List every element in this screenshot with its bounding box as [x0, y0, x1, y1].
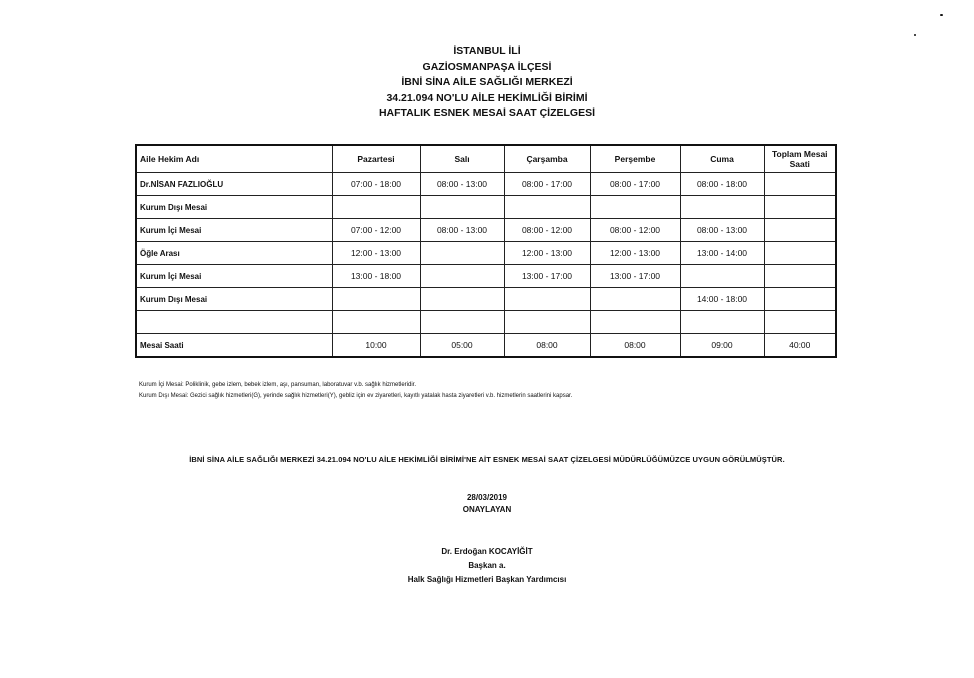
table-row	[136, 334, 836, 358]
table-cell: 07:00 - 12:00	[332, 219, 420, 242]
table-cell: 08:00 - 13:00	[420, 173, 504, 196]
table-cell: 08:00 - 17:00	[590, 173, 680, 196]
table-row	[136, 242, 836, 265]
table-cell	[332, 196, 420, 219]
column-header: Perşembe	[590, 145, 680, 173]
row-label: Kurum Dışı Mesai	[136, 196, 332, 219]
table-cell	[590, 196, 680, 219]
table-cell: 08:00 - 13:00	[680, 219, 764, 242]
table-row	[136, 196, 836, 219]
table-cell	[764, 265, 836, 288]
table-cell	[420, 196, 504, 219]
table-cell	[590, 288, 680, 311]
table-cell	[764, 288, 836, 311]
scan-speck	[914, 34, 916, 36]
table-cell: 12:00 - 13:00	[332, 242, 420, 265]
row-label: Dr.NİSAN FAZLIOĞLU	[136, 173, 332, 196]
table-cell: 05:00	[420, 334, 504, 358]
approval-date: 28/03/2019	[466, 493, 508, 502]
table-cell	[504, 311, 590, 334]
approver-label: ONAYLAYAN	[462, 505, 512, 514]
document-header	[0, 44, 974, 122]
footnote-external-hours: Kurum Dışı Mesai: Gezici sağlık hizmetleri(G), yerinde sağlık hizmetleri(Y), gebliz için ev ziyaretleri, kayıtlı yatalak hasta ziyaretleri v.b. hizmetlerin saatlerini kapsar.	[139, 393, 573, 399]
table-row	[136, 173, 836, 196]
table-cell: 13:00 - 17:00	[504, 265, 590, 288]
table-cell: 08:00 - 18:00	[680, 173, 764, 196]
table-cell: 10:00	[332, 334, 420, 358]
table-cell: 08:00	[590, 334, 680, 358]
header-district: GAZİOSMANPAŞA İLÇESİ	[422, 60, 552, 73]
table-cell: 08:00 - 17:00	[504, 173, 590, 196]
table-row	[136, 288, 836, 311]
table-header-row	[136, 145, 836, 173]
signatory-title: Başkan a.	[468, 561, 506, 570]
signatory-name: Dr. Erdoğan KOCAYİĞİT	[441, 547, 533, 556]
row-label: Kurum Dışı Mesai	[136, 288, 332, 311]
table-cell	[420, 242, 504, 265]
row-label	[136, 311, 332, 334]
table-cell	[332, 288, 420, 311]
table-cell	[420, 311, 504, 334]
schedule-table	[135, 144, 837, 358]
column-header: Aile Hekim Adı	[136, 145, 332, 173]
table-cell	[504, 196, 590, 219]
table-cell: 08:00 - 12:00	[590, 219, 680, 242]
row-label: Kurum İçi Mesai	[136, 219, 332, 242]
table-cell	[332, 311, 420, 334]
signature-block	[0, 545, 974, 587]
column-header: Salı	[420, 145, 504, 173]
table-cell: 13:00 - 17:00	[590, 265, 680, 288]
header-unit: 34.21.094 NO'LU AİLE HEKİMLİĞİ BİRİMİ	[386, 91, 588, 104]
table-row	[136, 311, 836, 334]
column-header: Pazartesi	[332, 145, 420, 173]
approval-block	[0, 492, 974, 516]
table-cell	[764, 196, 836, 219]
table-cell: 09:00	[680, 334, 764, 358]
table-cell: 08:00 - 13:00	[420, 219, 504, 242]
row-label: Kurum İçi Mesai	[136, 265, 332, 288]
approval-statement: İBNİ SİNA AİLE SAĞLIĞI MERKEZİ 34.21.094 NO'LU AİLE HEKİMLİĞİ BİRİMİ'NE AİT ESNEK MESAİ SAAT ÇİZELGESİ MÜDÜRLÜĞÜMÜZCE UYGUN GÖRÜLMÜŞTÜR.	[189, 455, 785, 464]
table-cell	[420, 288, 504, 311]
table-cell: 13:00 - 18:00	[332, 265, 420, 288]
table-cell: 13:00 - 14:00	[680, 242, 764, 265]
table-cell: 08:00	[504, 334, 590, 358]
table-cell	[764, 173, 836, 196]
table-cell: 12:00 - 13:00	[504, 242, 590, 265]
footnote-internal-hours: Kurum İçi Mesai: Poliklinik, gebe izlem, bebek izlem, aşı, pansuman, laboratuvar v.b. sağlık hizmetleridir.	[139, 382, 417, 388]
column-header: Cuma	[680, 145, 764, 173]
scan-speck	[940, 14, 943, 16]
column-header: Toplam Mesai Saati	[764, 145, 836, 173]
table-cell	[420, 265, 504, 288]
table-row	[136, 265, 836, 288]
table-cell: 08:00 - 12:00	[504, 219, 590, 242]
column-header: Çarşamba	[504, 145, 590, 173]
footnotes	[139, 380, 572, 402]
table-cell: 40:00	[764, 334, 836, 358]
table-cell	[764, 219, 836, 242]
signatory-position: Halk Sağlığı Hizmetleri Başkan Yardımcısı	[407, 575, 567, 584]
header-schedule-title: HAFTALIK ESNEK MESAİ SAAT ÇİZELGESİ	[378, 107, 596, 119]
table-cell: 07:00 - 18:00	[332, 173, 420, 196]
table-cell	[680, 265, 764, 288]
table-cell	[764, 242, 836, 265]
table-cell	[590, 311, 680, 334]
table-cell	[504, 288, 590, 311]
header-province: İSTANBUL İLİ	[453, 45, 521, 57]
row-label: Mesai Saati	[136, 334, 332, 358]
table-cell	[764, 311, 836, 334]
header-health-center: İBNİ SİNA AİLE SAĞLIĞI MERKEZİ	[401, 76, 573, 88]
row-label: Öğle Arası	[136, 242, 332, 265]
table-cell	[680, 196, 764, 219]
table-cell: 14:00 - 18:00	[680, 288, 764, 311]
table-cell: 12:00 - 13:00	[590, 242, 680, 265]
table-cell	[680, 311, 764, 334]
table-row	[136, 219, 836, 242]
